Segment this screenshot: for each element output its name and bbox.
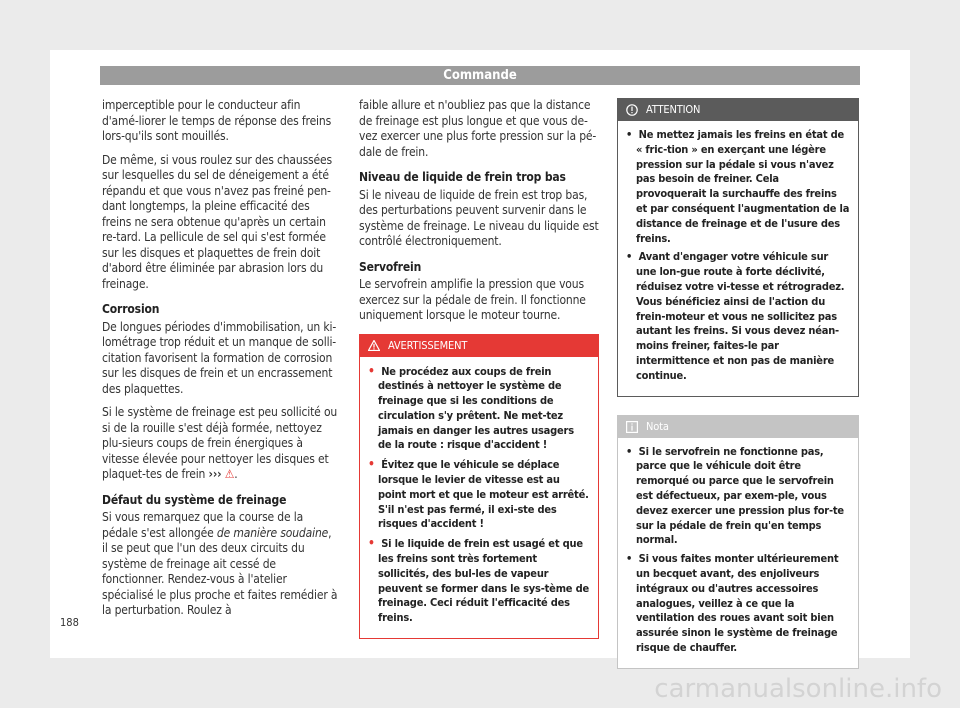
list-item: • Ne procédez aux coups de frein destinés à nettoyer le système de freinage que si les conditions de circulation s'y prêtent. Ne met-tez jamais en danger les autres usagers de la route : risque d'accident !	[368, 363, 574, 452]
heading-defaut: Défaut du système de freinage	[102, 492, 287, 507]
list-item: • Évitez que le véhicule se déplace lorsque le levier de vitesse est au point mort et que le moteur est arrêté. S'il n'est pas fermé, il exi-ste des risques d'accident !	[368, 457, 589, 531]
paragraph: Le servofrein amplifie la pression que vous exercez sur la pédale de frein. Il fonctionne uniquement lorsque le moteur tourne.	[359, 277, 586, 322]
heading-corrosion: Corrosion	[102, 302, 160, 316]
warning-box	[359, 334, 599, 640]
paragraph: faible allure et n'oubliez pas que la distance de freinage est plus longue et que vous de-vez exercer une plus forte pression sur la pé-dale de frein.	[359, 98, 597, 159]
heading-niveau: Niveau de liquide de frein trop bas	[359, 170, 566, 184]
column-1	[102, 98, 339, 627]
paragraph: Si le niveau de liquide de frein est trop bas, des perturbations peuvent survenir dans le système de freinage. Le niveau du liquide est contrôlé électroniquement.	[359, 187, 599, 248]
section-header: Commande	[100, 66, 860, 85]
list-item: • Ne mettez jamais les freins en état de « fric-tion » en exerçant une légère pression sur la pédale si vous n'avez pas besoin de freiner. Cela provoquerait la surchauffe des freins et par conséquent l'augmentation de la distance de freinage et de l'usure des freins.	[626, 128, 850, 245]
attention-box-header: ATTENTION	[618, 99, 858, 121]
column-3	[617, 98, 859, 669]
info-icon	[626, 421, 638, 433]
page-number: 188	[60, 616, 79, 629]
warning-triangle-icon: ⚠	[224, 467, 235, 481]
warning-box-header: AVERTISSEMENT	[360, 335, 598, 357]
list-item: • Si vous faites monter ultérieurement un becquet avant, des enjoliveurs intégraux ou d'autres accessoires analogues, veillez à ce que la ventilation des roues avant soit bien assurée sinon le système de freinage risque de chauffer.	[626, 552, 839, 654]
paragraph: Si vous remarquez que la course de la pédale s'est allongée de manière soudaine, il se peut que l'un des deux circuits du système de freinage ait cessé de fonctionner. Rendez-vous à l'atelier spécialisé le plus proche et faites remédier à la perturbation. Roulez à	[102, 510, 338, 617]
column-2	[359, 98, 599, 639]
warning-triangle-icon	[368, 340, 380, 351]
alert-circle-icon	[626, 104, 638, 116]
list-item: • Avant d'engager votre véhicule sur une lon-gue route à forte déclivité, réduisez votre vi-tesse et rétrogradez. Vous bénéficiez ainsi de l'action du frein-moteur et vous ne sollicitez pas autant les freins. Si vous devez néan-moins freiner, faites-le par intermittence et non pas de manière continue.	[626, 250, 845, 382]
nota-box-header: Nota	[618, 416, 858, 438]
cross-reference-link[interactable]: ›››	[208, 467, 222, 481]
list-item: • Si le servofrein ne fonctionne pas, parce que le véhicule doit être remorqué ou parce que le servofrein est défectueux, par exem-ple, vous devez exercer une pression plus for-te sur la pédale de frein qu'en temps normal.	[626, 444, 844, 547]
paragraph: De même, si vous roulez sur des chaussées sur lesquelles du sel de déneigement a été répandu et que vous n'avez pas freiné pen-dant longtemps, la pleine efficacité des freins ne sera obtenue qu'après un certain re-tard. La pellicule de sel qui s'est formée sur les disques et plaquettes de frein doit d'abord être éliminée par abrasion lors du freinage.	[102, 152, 333, 291]
attention-box	[617, 98, 859, 397]
paragraph: Si le système de freinage est peu sollicité ou si de la rouille s'est déjà formée, nettoyez plu-sieurs coups de frein énergiques à vitesse élevée pour nettoyer les disques et plaquet-tes de frein ››› ⚠.	[102, 405, 338, 481]
watermark: carmanualsonline.info	[654, 674, 942, 704]
list-item: • Si le liquide de frein est usagé et que les freins sont très fortement sollicités, des bul-les de vapeur peuvent se former dans le sys-tème de freinage. Ceci réduit l'efficacité des freins.	[368, 536, 589, 625]
paragraph: De longues périodes d'immobilisation, un ki-lométrage trop réduit et un manque de solli-citation favorisent la formation de corrosion sur les disques de frein et un encrassement des plaquettes.	[102, 319, 337, 396]
heading-servofrein: Servofrein	[359, 259, 422, 274]
nota-box	[617, 415, 859, 669]
paragraph: imperceptible pour le conducteur afin d'amé-liorer le temps de réponse des freins lors-qu'ils sont mouillés.	[102, 98, 332, 143]
